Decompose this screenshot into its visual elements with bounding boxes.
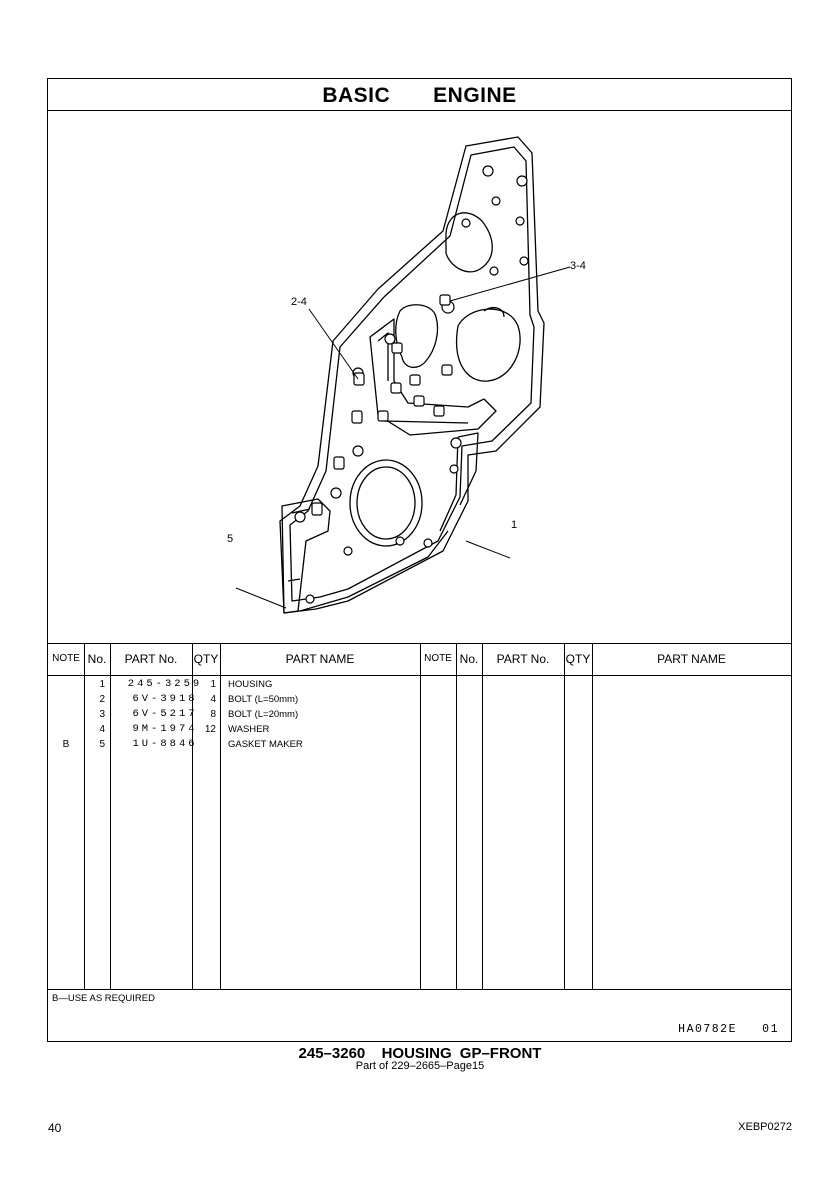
drawing-code: HA0782E 01: [678, 1023, 779, 1036]
row-part-number: 9M-1974: [132, 723, 198, 735]
document-code: XEBP0272: [738, 1121, 792, 1133]
usage-footnote: B—USE AS REQUIRED: [52, 993, 155, 1004]
header-part-no-right: PART No.: [496, 652, 550, 666]
row-part-name: GASKET MAKER: [228, 739, 303, 750]
row-part-number: 245-3259: [127, 678, 203, 690]
row-number: 5: [99, 739, 105, 750]
page-number: 40: [48, 1121, 62, 1135]
row-quantity: 8: [210, 709, 216, 720]
header-part-name: PART NAME: [285, 652, 355, 666]
exploded-view-drawing: [48, 111, 791, 643]
row-part-name: BOLT (L=20mm): [228, 709, 299, 720]
callout-label-3-4: 3-4: [570, 260, 586, 272]
row-part-name: BOLT (L=50mm): [228, 694, 299, 705]
table-row: [48, 692, 791, 707]
header-note: NOTE: [52, 653, 80, 664]
header-part-no: PART No.: [124, 652, 178, 666]
callout-label-1: 1: [511, 519, 518, 531]
row-quantity: 4: [210, 694, 216, 705]
row-number: 1: [99, 679, 105, 690]
group-caption-subtitle: Part of 229–2665–Page15: [355, 1060, 485, 1072]
row-quantity: 12: [204, 724, 216, 735]
row-note: B: [62, 739, 70, 750]
callout-label-5: 5: [227, 533, 234, 545]
row-number: 3: [99, 709, 105, 720]
row-part-number: 6V-5217: [132, 708, 198, 720]
row-part-name: WASHER: [228, 724, 270, 735]
parts-sheet-frame: [47, 78, 792, 1042]
table-row: [48, 722, 791, 737]
row-number: 2: [99, 694, 105, 705]
row-part-number: 6V-3918: [132, 693, 198, 705]
parts-list-table: [48, 643, 791, 989]
page-title: BASIC ENGINE: [48, 79, 791, 111]
header-qty: QTY: [193, 652, 219, 666]
table-row: [48, 737, 791, 752]
header-no-right: No.: [459, 652, 479, 666]
header-part-name-right: PART NAME: [657, 652, 726, 666]
row-number: 4: [99, 724, 105, 735]
header-no: No.: [87, 652, 107, 666]
header-qty-right: QTY: [565, 652, 591, 666]
row-part-number: 1U-8846: [132, 738, 198, 750]
table-row: [48, 707, 791, 722]
table-row: [48, 677, 791, 692]
callout-label-2-4: 2-4: [291, 296, 307, 308]
row-part-name: HOUSING: [228, 679, 273, 690]
group-caption-title: 245–3260 HOUSING GP–FRONT: [298, 1045, 542, 1062]
row-quantity: 1: [210, 679, 216, 690]
housing-illustration: [48, 111, 793, 643]
header-note-right: NOTE: [424, 653, 452, 664]
